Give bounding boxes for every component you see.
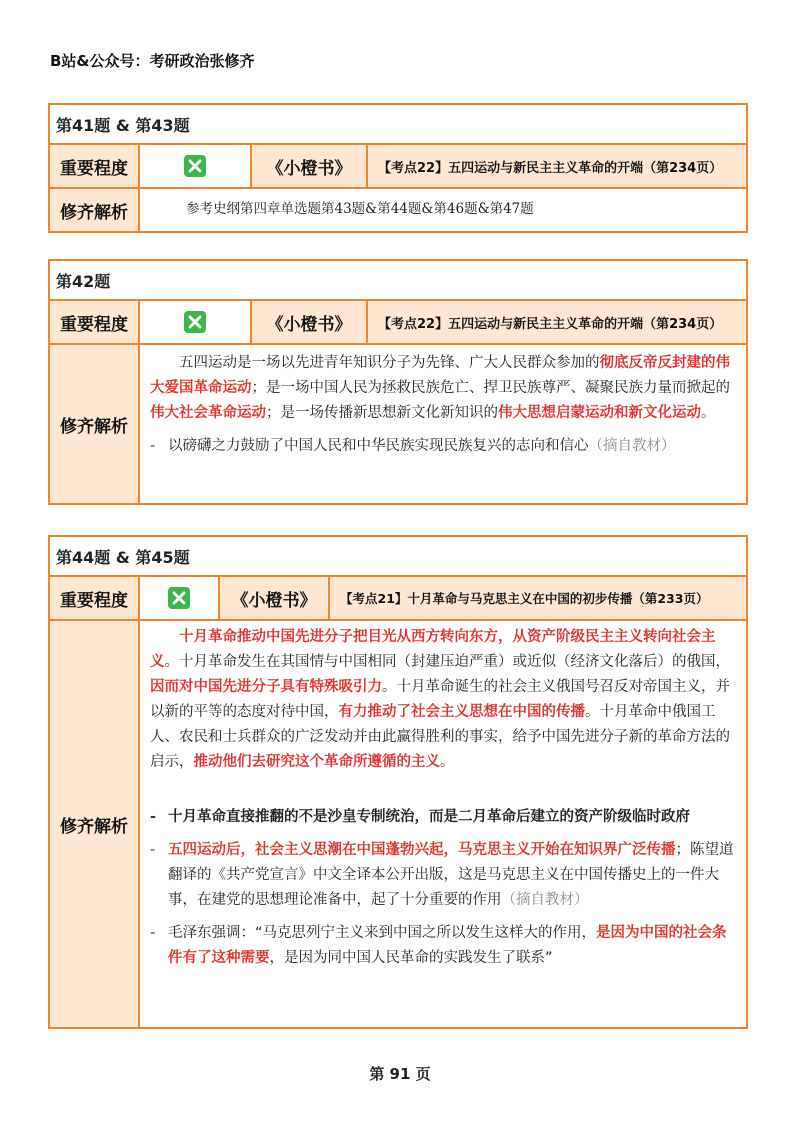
book-title: 《小橙书》 xyxy=(250,301,366,343)
question-block-41-43 xyxy=(48,103,748,233)
importance-label: 重要程度 xyxy=(50,301,138,343)
analysis-label: 修齐解析 xyxy=(50,621,138,1027)
topic: 【考点22】五四运动与新民主主义革命的开端（第234页） xyxy=(366,145,746,187)
importance-value xyxy=(138,301,250,343)
book-title: 《小橙书》 xyxy=(218,577,328,619)
bullet-item: - 以磅礴之力鼓励了中国人民和中华民族实现民族复兴的志向和信心（摘自教材） xyxy=(150,438,676,454)
importance-label: 重要程度 xyxy=(50,577,138,619)
topic: 【考点21】十月革命与马克思主义在中国的初步传播（第233页） xyxy=(328,577,746,619)
x-mark-icon xyxy=(184,311,206,333)
page-number: 第 91 页 xyxy=(369,1065,431,1083)
importance-label: 重要程度 xyxy=(50,145,138,187)
block-title: 第42题 xyxy=(56,271,111,291)
analysis-paragraph: 五四运动是一场以先进青年知识分子为先锋、广大人民群众参加的彻底反帝反封建的伟大爱国革命运动；是一场中国人民为拯救民族危亡、捍卫民族尊严、凝聚民族力量而掀起的伟大社会革命运动；是一场传播新思想新文化新知识的伟大思想启蒙运动和新文化运动。 xyxy=(150,355,730,421)
bullet-item: - 十月革命直接推翻的不是沙皇专制统治，而是二月革命后建立的资产阶级临时政府 xyxy=(150,809,690,825)
importance-value xyxy=(138,145,250,187)
page-header: B站&公众号：考研政治张修齐 xyxy=(50,52,255,70)
analysis-text: 参考史纲第四章单选题第43题&第44题&第46题&第47题 xyxy=(138,189,746,231)
x-mark-icon xyxy=(184,155,206,177)
question-block-44-45 xyxy=(48,535,748,1029)
analysis-paragraph: 十月革命推动中国先进分子把目光从西方转向东方，从资产阶级民主主义转向社会主义。十月革命发生在其国情与中国相同（封建压迫严重）或近似（经济文化落后）的俄国，因而对中国先进分子具有特殊吸引力。十月革命诞生的社会主义俄国号召反对帝国主义，并以新的平等的态度对待中国，有力推动了社会主义思想在中国的传播。十月革命中俄国工人、农民和士兵群众的广泛发动并由此赢得胜利的事实，给予中国先进分子新的革命方法的启示，推动他们去研究这个革命所遵循的主义。 xyxy=(150,629,730,770)
book-title: 《小橙书》 xyxy=(250,145,366,187)
analysis-label: 修齐解析 xyxy=(50,189,138,231)
block-title: 第41题 & 第43题 xyxy=(56,115,190,135)
x-mark-icon xyxy=(168,587,190,609)
analysis-label: 修齐解析 xyxy=(50,345,138,503)
importance-value xyxy=(138,577,218,619)
block-title: 第44题 & 第45题 xyxy=(56,547,190,567)
question-block-42 xyxy=(48,259,748,505)
analysis-body xyxy=(138,345,746,503)
bullet-item: - 五四运动后，社会主义思潮在中国蓬勃兴起，马克思主义开始在知识界广泛传播；陈望道翻译的《共产党宣言》中文全译本公开出版，这是马克思主义在中国传播史上的一件大事，在建党的思想理论准备中，起了十分重要的作用（摘自教材） xyxy=(150,842,734,908)
analysis-body xyxy=(138,621,746,1027)
bullet-item: - 毛泽东强调：“马克思列宁主义来到中国之所以发生这样大的作用，是因为中国的社会条件有了这种需要，是因为同中国人民革命的实践发生了联系” xyxy=(150,925,727,966)
topic: 【考点22】五四运动与新民主主义革命的开端（第234页） xyxy=(366,301,746,343)
